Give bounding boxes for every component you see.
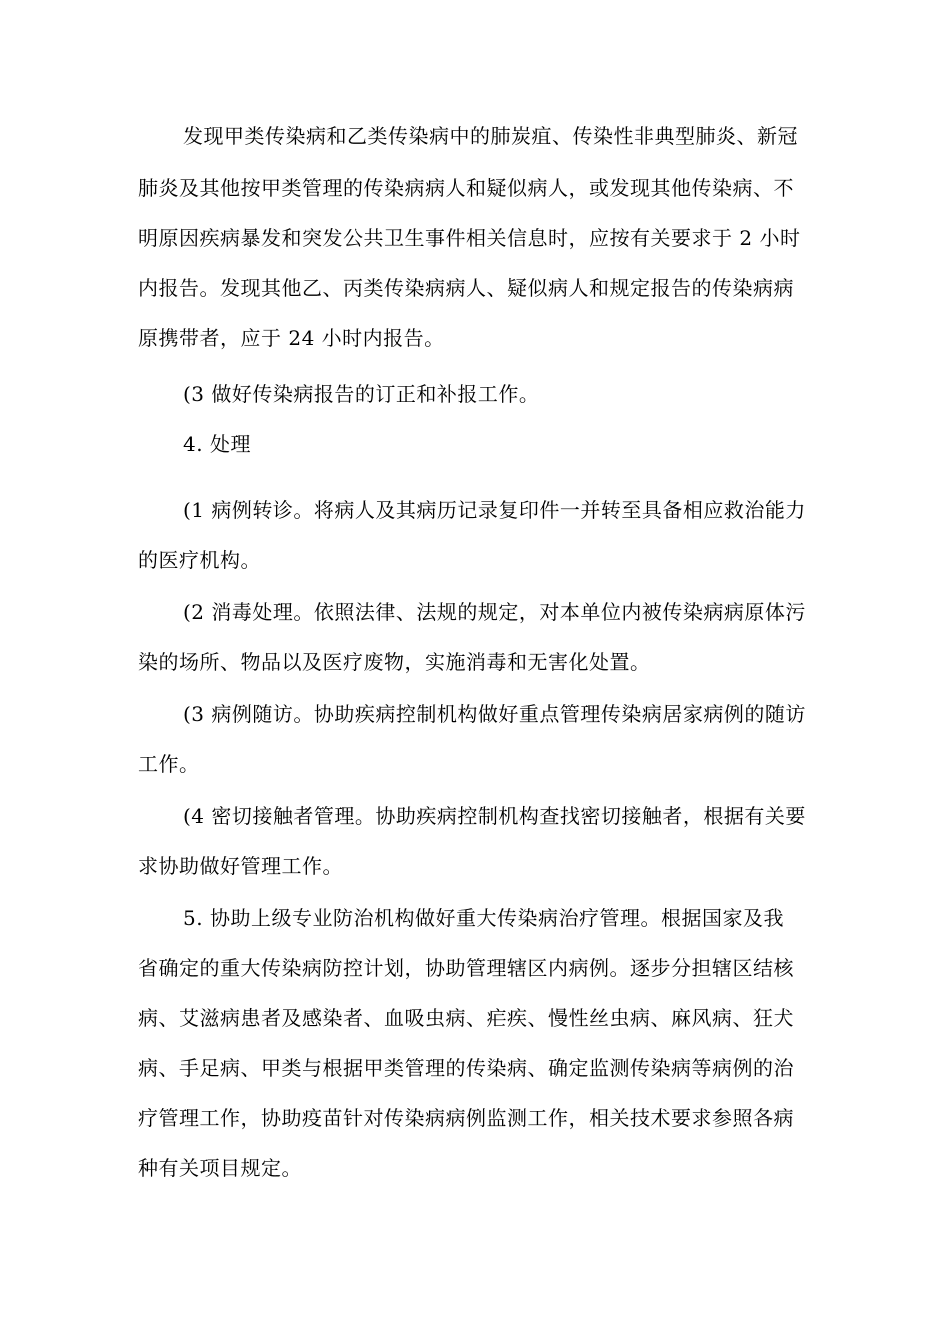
paragraph-report-time-line-4: 内报告。发现其他乙、丙类传染病病人、疑似病人和规定报告的传染病病 [138, 276, 794, 300]
item-1-referral-line-1: (1 病例转诊。将病人及其病历记录复印件一并转至具备相应救治能力 [183, 498, 806, 522]
item-4-contacts-line-1: (4 密切接触者管理。协助疾病控制机构查找密切接触者，根据有关要 [183, 804, 806, 828]
paragraph-report-time-line-2: 肺炎及其他按甲类管理的传染病病人和疑似病人，或发现其他传染病、不 [138, 176, 794, 200]
section-4-heading: 4. 处理 [183, 432, 251, 456]
item-1-referral-line-2: 的医疗机构。 [138, 548, 261, 572]
section-5-line-6: 种有关项目规定。 [138, 1156, 302, 1180]
section-5-line-4: 病、手足病、甲类与根据甲类管理的传染病、确定监测传染病等病例的治 [138, 1056, 794, 1080]
section-5-line-5: 疗管理工作，协助疫苗针对传染病病例监测工作，相关技术要求参照各病 [138, 1106, 794, 1130]
item-4-contacts-line-2: 求协助做好管理工作。 [138, 854, 343, 878]
item-3-followup-line-1: (3 病例随访。协助疾病控制机构做好重点管理传染病居家病例的随访 [183, 702, 806, 726]
paragraph-report-time-line-5: 原携带者，应于 24 小时内报告。 [138, 326, 445, 350]
item-3-followup-line-2: 工作。 [138, 752, 200, 776]
section-5-line-3: 病、艾滋病患者及感染者、血吸虫病、疟疾、慢性丝虫病、麻风病、狂犬 [138, 1006, 794, 1030]
paragraph-report-time-line-1: 发现甲类传染病和乙类传染病中的肺炭疽、传染性非典型肺炎、新冠 [183, 124, 798, 148]
item-2-disinfection-line-2: 染的场所、物品以及医疗废物，实施消毒和无害化处置。 [138, 650, 651, 674]
section-5-line-1: 5. 协助上级专业防治机构做好重大传染病治疗管理。根据国家及我 [183, 906, 784, 930]
item-2-disinfection-line-1: (2 消毒处理。依照法律、法规的规定，对本单位内被传染病病原体污 [183, 600, 806, 624]
section-5-line-2: 省确定的重大传染病防控计划，协助管理辖区内病例。逐步分担辖区结核 [138, 956, 794, 980]
paragraph-report-time-line-3: 明原因疾病暴发和突发公共卫生事件相关信息时，应按有关要求于 2 小时 [138, 226, 801, 250]
item-3-correction-line-1: (3 做好传染病报告的订正和补报工作。 [183, 382, 540, 406]
